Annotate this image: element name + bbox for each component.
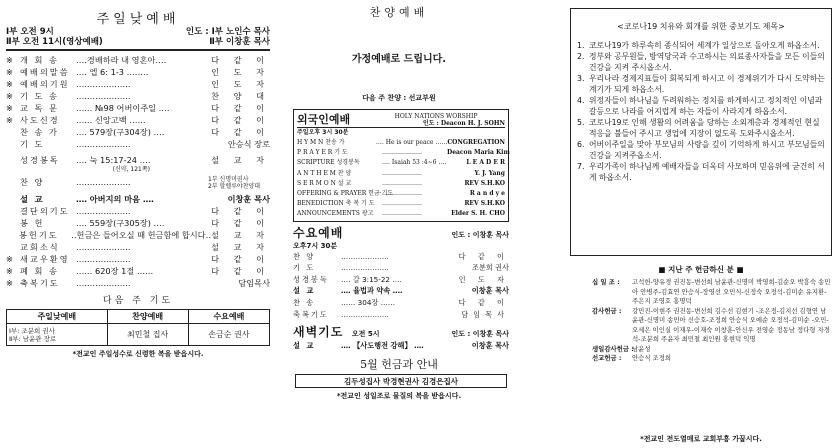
order-row [6,277,270,289]
service1-line: Ⅰ부 오전 9시 인도 : Ⅰ부 노인수 목사 [6,27,270,37]
dawn-sermon-row: 설 교 ‥‥ 【사도행전 강해】 ‥‥ 이창훈 목사 [293,341,509,351]
order-detail: ‥‥‥‥‥‥‥‥‥‥ [76,91,131,101]
order-detail: ‥‥‥‥‥‥‥‥‥‥ [382,200,423,208]
order-event: ANNOUNCEMENTS 광고 [297,210,374,218]
prayer-table [6,309,270,346]
order-person: 다 같 이 [211,206,270,216]
order-event: OFFERING & PRAYER 헌금·기도 [297,190,394,198]
order-event: 기 도 [20,139,45,149]
prayer-number: 4. [577,96,585,105]
offering-names: 남윤성 [632,344,651,353]
offering-names: 안승식 조정희 [632,354,672,362]
order-detail: ‥‥‥‥‥‥‥‥‥‥ [76,254,131,264]
order-detail: ‥‥ He is our peace ‥‥‥ [375,139,448,146]
table-header: 수요예배 [188,310,269,324]
prayer-number: 5. [577,118,585,127]
prayer-number: 6. [577,140,585,149]
order-row [6,126,270,138]
order-event: SCRIPTURE 성경봉독 [297,159,360,167]
order-person: Elder S. H. CHO [451,210,505,218]
scripture-ref: (신약, 121쪽) [112,166,150,173]
sunday-worship-title: 주일낮예배 [96,12,180,27]
order-person: 설 교 자 [211,242,270,252]
wed-order-row [293,251,509,263]
scripture-row: 성경봉독 ‥‥ 눅 15:17-24 ‥‥ 설 교 자 [20,155,270,165]
order-detail: ‥‥‥‥‥‥‥‥‥‥ [382,149,423,157]
middle-footer: *전교인 성일조로 물질의 복을 받읍시다. [336,391,462,400]
order-event: 찬 송 [293,298,316,307]
may-offering-title: 5월 헌금과 안내 [360,357,438,371]
wed-worship-title: 수요예배 [293,225,344,240]
wed-worship-leader: 인도 : 이창훈 목사 [451,230,509,239]
wed-order-row [293,285,509,297]
table-cell: 최민철 집사 [107,324,188,346]
table-cell: Ⅰ부: 조분희 권사 Ⅱ부: 남윤관 장로 [7,324,108,346]
dawn-prayer-leader: 인도 : 이창훈 목사 [451,330,509,339]
left-footer: *전교인 주일성수로 신령한 복을 받읍시다. [72,350,204,358]
wed-worship-order [285,251,513,321]
foreign-order-row [297,158,505,168]
foreign-order-row [297,169,505,179]
order-detail: ‥‥‥ 620장 1절 ‥‥‥ [76,266,154,276]
required-standing-mark: ※ [6,266,13,276]
order-event: 성경봉독 [293,274,329,284]
order-event: 폐 회 송 [20,266,59,276]
order-detail: ‥‥경배하라 내 영혼아‥‥ [76,55,167,65]
order-event: 사도신경 [20,115,60,125]
order-row [6,241,270,253]
order-detail: ‥‥ 엡 6: 1-3 ‥‥‥‥ [76,67,149,77]
order-person: 담임목사 [238,278,270,288]
order-detail: ‥‥‥‥‥‥‥‥‥‥ [76,139,131,149]
offering-title: ■ 지난 주 헌금하신 분 ■ [658,265,744,274]
prayer-number: 7. [577,162,585,171]
offering-names: 고석헌-양유경 권진동-변선희 남윤관-신명미 박영희-김순오 박흥숙 송민아 안병주-김효연 안승식-장영선 오민식-신정숙 오정석-김미순 유지환-주은지 조영호 홍명덕 [632,278,831,305]
order-person: 다 같 이 [211,254,270,264]
foreign-order-row [297,138,505,148]
order-event: 결단의기도 [20,206,70,216]
order-row [6,114,270,126]
prayer-title: <코로나19 치유와 회개를 위한 중보기도 제목> [617,22,785,31]
required-standing-mark [6,217,20,229]
order-detail: ‥‥ 579장(구304장) ‥‥ [76,127,165,137]
dawn-prayer-title: 새벽기도 [293,325,344,340]
offering-type: 선교헌금 : [592,354,622,362]
order-person: Deacon Maria Kim [447,149,510,157]
order-person: Y. J. Yang [474,169,505,177]
table-header: 찬양예배 [107,310,188,324]
offering-list [592,278,832,364]
required-standing-mark [6,205,20,217]
order-detail: ‥‥‥ 304장 ‥‥‥ [341,298,396,307]
wed-order-row [293,309,509,321]
foreign-order-row [297,209,505,219]
order-person: 다 같 이 [458,298,509,307]
prayer-box [570,8,832,256]
choir-row: 찬 양 ‥‥‥‥‥‥‥‥‥‥ 1부 신명미권사 2부 할렐루야찬양대 [20,176,261,190]
order-event: 예배의기원 [20,79,70,89]
foreign-order-row [297,189,505,199]
wed-order-row [293,297,509,309]
order-person: 인 도 자 [458,274,509,284]
sunday-worship-column [0,0,278,448]
order-person: 안승식 장로 [227,139,270,149]
prayer-text: 우리나라 경제지표들이 회복되게 하시고 이 경제위기가 다시 도약하는 계기가 되게 하옵소서. [589,74,825,94]
next-week-prayer-title: 다음 주 기도 [102,296,174,306]
offering-type: 감사헌금 : [592,306,622,315]
order-detail: ‥‥‥‥‥‥‥‥‥‥ [76,79,131,89]
next-hymn-note: 다음 주 찬양 : 선교부원 [362,94,436,102]
wed-worship-time: 오후7시 30분 [293,241,338,250]
order-detail: ‥‥‥ 신앙고백 ‥‥‥ [76,115,146,125]
order-detail: ‥‥‥‥‥‥‥‥‥‥ [76,242,131,252]
order-person: 설 교 자 [211,230,270,240]
order-row [6,90,270,102]
prayer-text: 정부와 공무원들, 방역당국과 수고하시는 의료종사자들을 모든 이들의 건강을 지켜 주시옵소서. [589,52,825,72]
order-person: 다 같 이 [211,266,270,276]
prayer-item [577,117,825,139]
order-of-worship-part2 [6,205,270,289]
order-person: 담임목사 [461,309,509,319]
order-event: S E R M O N 설 교 [297,179,352,187]
order-event: 개 회 송 [20,55,59,65]
required-standing-mark [6,229,19,241]
order-person: 인 도 자 [211,67,270,77]
prayer-list [577,40,825,183]
required-standing-mark: ※ [6,254,13,264]
prayer-text: 코로나19가 하루속히 종식되어 세계가 일상으로 돌아오게 하옵소서. [589,41,820,50]
required-standing-mark: ※ [6,67,13,77]
order-person: REV S.H.KO [464,179,505,187]
order-person: 다 같 이 [211,218,270,228]
order-event: 새교우환영 [20,254,70,264]
dawn-prayer-time: 오전 5시 [351,330,380,339]
required-standing-mark: ※ [6,55,13,65]
foreign-order-row [297,148,510,158]
order-person: R a n d y e [469,190,505,198]
order-event: P R A Y E R 기 도 [297,149,348,157]
offering-names: 강민진-이현주 권진동-변선희 김수선 김현기 -조은정-김지선 김형연 남윤관-신명미 송민아 신승호-조정희 안승식 오에순 오정석-김미순 -오민-오세은 이인실 이재우-이재숙 이창훈-안신우 전영순 정동남 정다형 자경석-조분희 주윤자 최민철 최인원 홍현덕 익명 [632,306,830,343]
order-person: 인 도 자 [211,79,270,89]
order-row [6,66,270,78]
prayer-column [570,0,832,448]
family-worship-note: 가정예배로 드립니다. [351,54,447,65]
order-person: 다 같 이 [211,127,270,137]
prayer-number: 2. [577,52,585,61]
order-event: H Y M N 찬송 가 [297,139,345,146]
order-person: 조분희 권사 [471,263,509,273]
order-detail: ‥‥‥‥‥‥‥‥‥‥ [382,190,423,198]
order-event: A N T H E M 찬 양 [297,169,352,177]
prayer-number: 1. [577,41,585,50]
order-person: 다 같 이 [211,115,270,125]
required-standing-mark: ※ [6,91,13,101]
order-event: 설 교 [293,286,316,296]
order-detail: ‥‥‥‥‥‥‥‥‥‥ [382,210,423,218]
offering-row [592,354,832,364]
offering-type: 생일감사헌금 : [592,344,634,353]
prayer-item [577,73,825,95]
order-event: 교회소식 [20,242,60,252]
order-detail: ‥‥‥‥‥‥‥‥‥‥ [382,179,423,187]
order-row [6,253,270,265]
order-row [6,78,270,90]
prayer-text: 우리가족이 하나님께 예배자들을 더욱더 사모하며 믿음위에 굳건히 서게 하옵소서. [589,162,825,182]
order-person: 다 같 이 [458,251,509,261]
prayer-number: 3. [577,74,585,83]
order-person: 찬 양 대 [211,91,270,101]
order-event: 교 독 문 [20,103,59,113]
order-detail: ‥‥‥‥‥‥‥‥‥‥ [76,206,131,216]
dawn-prayer-header [293,323,509,340]
order-detail: ‥‥‥‥‥‥‥‥‥‥ [341,251,389,261]
prayer-item [577,95,825,117]
required-standing-mark [6,241,20,253]
prayer-item [577,40,825,51]
order-person: L E A D E R [466,159,505,167]
required-standing-mark: ※ [6,115,13,125]
order-row [6,54,270,66]
order-detail: ‥‥‥‥‥‥‥‥‥‥ [76,278,131,288]
order-detail: ‥‥ 율법과 약속 ‥‥ [341,286,403,296]
order-detail: ‥‥ 갈 3:15-22 ‥‥ [341,274,402,284]
order-row [6,205,270,217]
foreign-worship-time: 주일오후 3시 30분 [297,129,349,136]
order-person: CONGREGATION [447,139,505,146]
prayer-item [577,139,825,161]
required-standing-mark [6,138,20,150]
foreign-worship-leader: 인도 : Deacon H. J. SOHN [422,120,505,127]
order-person: 다 같 이 [211,103,270,113]
prayer-text: 어버이주일을 맞아 부모님의 사랑을 깊이 기억하게 하시고 부모님들의 건강을 지켜주옵소서. [589,140,825,160]
order-detail: ‥‥‥‥‥‥‥‥‥‥ [341,309,389,319]
foreign-worship-title: 외국인예배 [297,113,351,126]
offering-row [592,307,832,345]
order-person: REV S.H.KO [464,200,505,208]
right-footer: *전교인 전도열매로 교회부흥 가꿉시다. [640,435,762,443]
choir-line1: 1부 신명미권사 [208,176,249,183]
order-detail: ‥‥‥ №98 어버이주일 ‥‥ [76,103,170,113]
order-event: 찬 양 [293,251,316,261]
required-standing-mark: ※ [6,103,13,113]
order-detail: ‥‥ 559장(구305장) ‥‥ [76,218,165,228]
offering-row [592,345,832,355]
service2-line: Ⅱ부 오전 11시(영상예배) Ⅱ부 이창훈 목사 [6,37,270,47]
offering-row [592,278,832,307]
order-event: 찬 송 가 [20,127,59,137]
wed-worship-header [293,224,509,241]
divider [6,49,270,51]
table-header: 주일낮예배 [7,310,108,324]
prayer-item [577,51,825,73]
may-offering-box: 김두성집사 박경현권사 김경은집사 [295,374,507,388]
order-event: 축복기도 [293,309,329,319]
foreign-order-row [297,179,505,189]
order-person: 이창훈 목사 [471,286,509,296]
order-row [6,229,270,241]
order-event: 봉 헌 [20,218,45,228]
order-row [6,265,270,277]
offering-type: 십 일 조 : [592,278,620,286]
foreign-worship-order [297,138,510,220]
order-event: 봉헌기도 [19,230,59,240]
choir-line2: 2부 할렐루야찬양대 [208,183,261,190]
foreign-order-row [297,199,505,209]
table-cell: 손금순 권사 [188,324,269,346]
order-event: 기 도 송 [20,91,59,101]
order-event: 기 도 [293,263,316,273]
order-detail: ‥헌금은 들어오실 때 헌금함에 합시다‥ [71,230,212,240]
order-person: 다 같 이 [211,55,270,65]
prayer-text: 위정자들이 하나님을 두려워하는 정치를 하게하시고 정치적인 이념과 갈등으로 나라를 어지럽게 하는 자들이 사라지게 하옵소서. [589,96,823,116]
order-detail: ‥‥‥‥‥‥‥‥‥‥ [382,169,423,177]
wed-order-row [293,262,509,274]
required-standing-mark [6,126,20,138]
order-event: BENEDICTION 축 복 기 도 [297,200,375,208]
wed-order-row [293,274,509,286]
order-row [6,217,270,229]
praise-worship-title: 찬양예배 [369,6,429,19]
prayer-text: 코로나19로 인해 생활의 어려움을 당하는 소외계층과 경제적인 현실적응을 불들어 주시고 생업에 지장이 없도록 도와주시옵소서. [589,118,820,138]
order-event: 예배의말씀 [20,67,70,77]
foreign-worship-en-title: HOLY NATIONS WORSHIP [394,113,478,120]
required-standing-mark: ※ [6,278,13,288]
order-event: 축복기도 [20,278,60,288]
foreign-worship-box [293,109,509,222]
order-row [6,102,270,114]
prayer-item [577,161,825,183]
required-standing-mark: ※ [6,79,13,89]
praise-worship-column [285,0,513,448]
order-of-worship-part1 [6,54,270,150]
order-detail: ‥‥ Isaiah 53 :4~6 ‥‥ [382,159,447,167]
sermon-row: 설 교 ‥‥ 아버지의 마음 ‥‥ 이창훈 목사 [20,194,270,204]
order-row [6,138,270,150]
order-detail: ‥‥‥‥‥‥‥‥‥‥ [341,263,389,273]
